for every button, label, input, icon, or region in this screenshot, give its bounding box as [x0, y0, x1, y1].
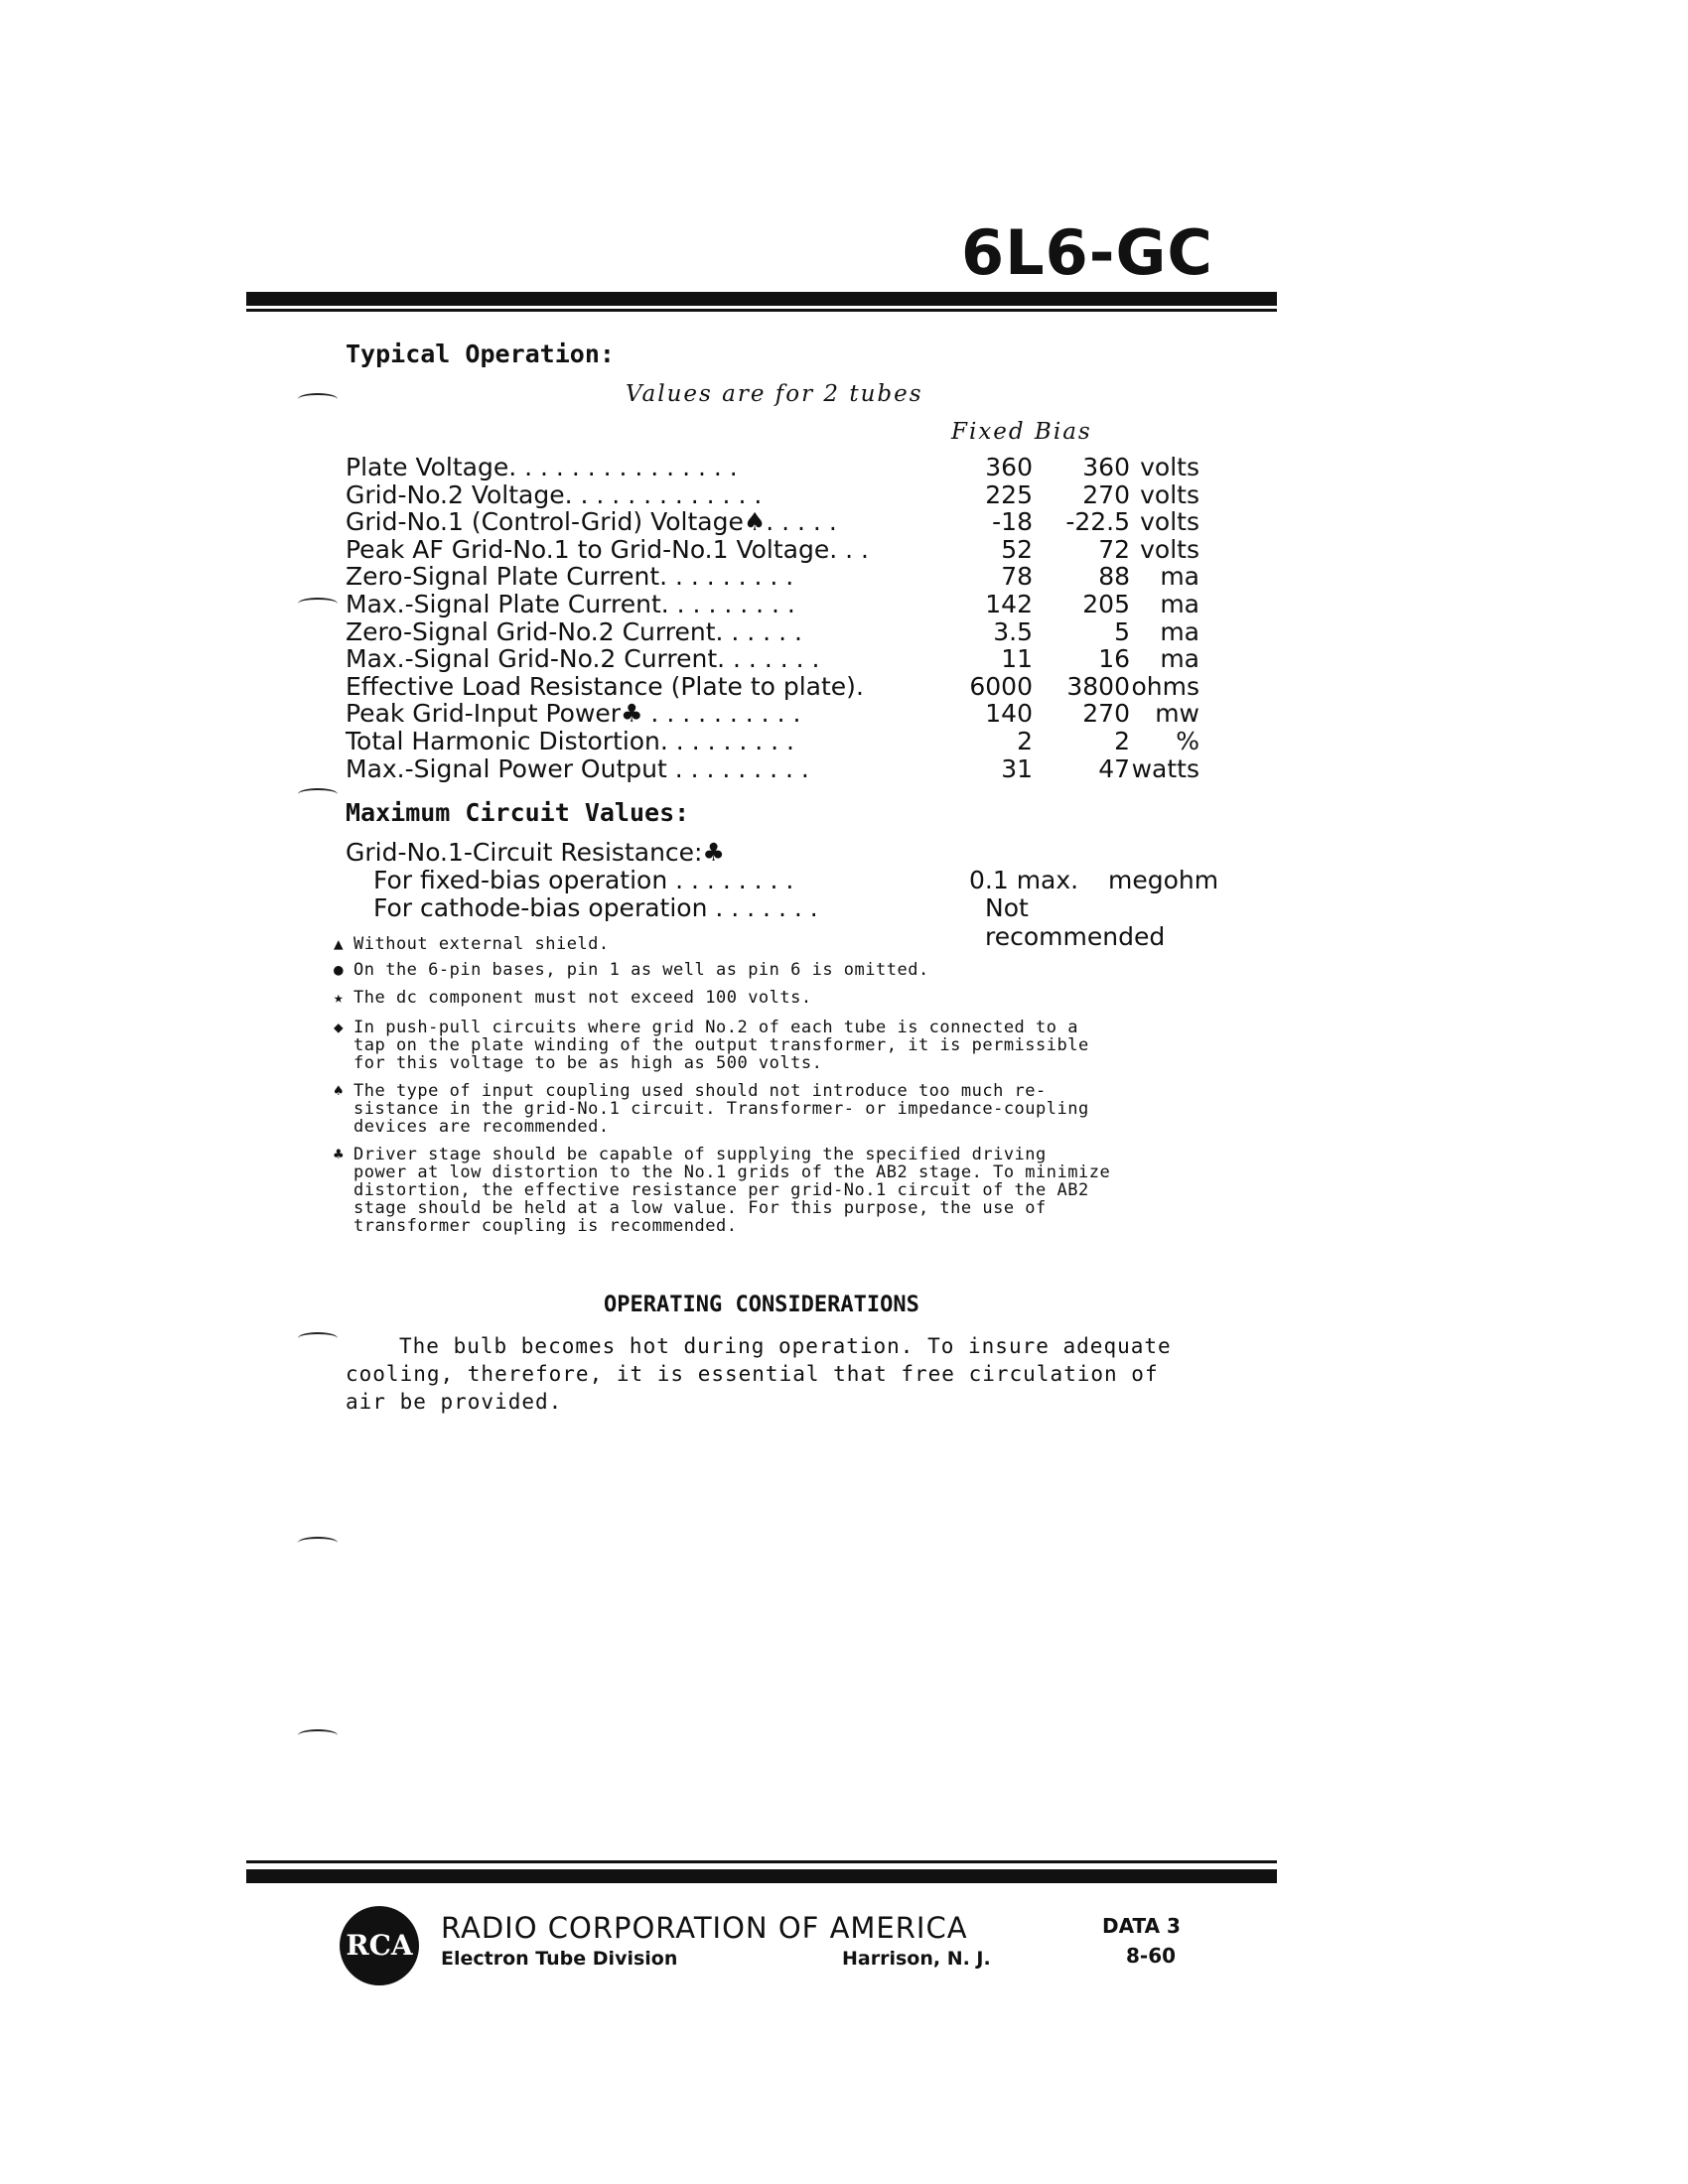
typical-row-value-2: 5	[1114, 616, 1130, 646]
footnote-line: In push-pull circuits where grid No.2 of each tube is connected to a	[353, 1018, 1078, 1037]
typical-row-value-2: 16	[1098, 644, 1130, 674]
fixed-bias-resistance-row	[346, 866, 1219, 894]
footnote-symbol-icon: ◆	[334, 1018, 345, 1036]
footnote	[334, 934, 1197, 954]
typical-row	[346, 727, 1199, 754]
typical-row-value-1: 360	[985, 453, 1033, 481]
footnote	[334, 960, 1197, 980]
typical-row-label: Max.-Signal Power Output . . . . . . . . .	[346, 753, 809, 783]
rca-logo: RCA	[340, 1906, 419, 1985]
location: Harrison, N. J.	[842, 1948, 991, 1970]
footnote	[334, 988, 1197, 1008]
operating-line: cooling, therefore, it is essential that free circulation of	[346, 1362, 1159, 1386]
grid-resistance-label: Grid-No.1-Circuit Resistance:♣	[346, 838, 725, 867]
typical-row	[346, 672, 1199, 700]
typical-row-value-2: 2	[1114, 727, 1130, 755]
typical-row-unit: volts	[1140, 507, 1199, 537]
typical-row-unit: volts	[1140, 534, 1199, 564]
typical-row-value-2: -22.5	[1065, 507, 1130, 537]
operating-considerations-heading: OPERATING CONSIDERATIONS	[604, 1293, 919, 1317]
typical-row-value-1: 52	[1001, 534, 1033, 564]
typical-row-unit: volts	[1140, 479, 1199, 509]
typical-row-value-2: 270	[1082, 479, 1130, 509]
typical-row-value-2: 270	[1082, 699, 1130, 729]
data-sheet-number: DATA 3	[1102, 1914, 1181, 1938]
footer-rule-thin	[246, 1860, 1277, 1863]
typical-row-label: Grid-No.2 Voltage. . . . . . . . . . . . .	[346, 479, 763, 509]
typical-row	[346, 562, 1199, 590]
typical-row	[346, 480, 1199, 508]
footnote	[334, 1145, 1197, 1236]
company-name: RADIO CORPORATION OF AMERICA	[441, 1911, 968, 1945]
footnote-line: transformer coupling is recommended.	[353, 1216, 738, 1236]
margin-tick	[298, 1537, 338, 1549]
typical-row-value-2: 47	[1098, 753, 1130, 783]
typical-row-value-1: 6000	[969, 671, 1033, 701]
tube-model-title: 6L6-GC	[961, 216, 1213, 289]
fixed-bias-value: 0.1 max.	[969, 866, 1079, 894]
footnote-symbol-icon: ★	[334, 988, 345, 1007]
typical-row-label: Total Harmonic Distortion. . . . . . . . .	[346, 727, 795, 755]
typical-row-value-2: 360	[1082, 453, 1130, 481]
footnote-line: distortion, the effective resistance per grid-No.1 circuit of the AB2	[353, 1180, 1089, 1200]
maximum-circuit-values-heading: Maximum Circuit Values:	[346, 798, 690, 827]
typical-row-value-1: 225	[985, 479, 1033, 509]
typical-row-value-1: 2	[1017, 727, 1033, 755]
typical-row-value-2: 205	[1082, 590, 1130, 618]
typical-row-label: Effective Load Resistance (Plate to plate).	[346, 671, 864, 701]
typical-row-value-1: 140	[985, 699, 1033, 729]
cathode-bias-value: Not recommended	[985, 893, 1166, 951]
typical-row-unit: ma	[1160, 616, 1199, 646]
footnote-symbol-icon: ▲	[334, 934, 345, 953]
footer-rule-thick	[246, 1869, 1277, 1883]
operating-line: air be provided.	[346, 1390, 563, 1414]
header-rule-thin	[246, 309, 1277, 312]
typical-row-unit: volts	[1140, 453, 1199, 481]
footnote-line: Driver stage should be capable of supplying the specified driving	[353, 1145, 1047, 1164]
typical-row	[346, 453, 1199, 480]
typical-row-value-1: -18	[992, 507, 1033, 537]
typical-row-value-2: 3800	[1066, 671, 1130, 701]
typical-row	[346, 617, 1199, 645]
typical-row-label: Plate Voltage. . . . . . . . . . . . . . .	[346, 453, 738, 481]
typical-row	[346, 699, 1199, 727]
typical-row-value-1: 31	[1001, 753, 1033, 783]
cathode-bias-label: For cathode-bias operation . . . . . . .	[373, 893, 818, 922]
fixed-bias-column-header: Fixed Bias	[951, 419, 1092, 445]
typical-operation-subheading: Values are for 2 tubes	[626, 381, 923, 407]
typical-row-label: Zero-Signal Grid-No.2 Current. . . . . .	[346, 616, 802, 646]
typical-row-value-2: 72	[1098, 534, 1130, 564]
operating-line: The bulb becomes hot during operation. To insure adequate	[399, 1334, 1172, 1358]
footnote-line: The type of input coupling used should not introduce too much re-	[353, 1081, 1047, 1101]
typical-row-label: Peak AF Grid-No.1 to Grid-No.1 Voltage. . .	[346, 534, 869, 564]
footnote-line: The dc component must not exceed 100 volts.	[353, 988, 812, 1008]
footnote	[334, 1081, 1197, 1137]
margin-tick	[298, 788, 338, 800]
typical-row	[346, 644, 1199, 672]
typical-row	[346, 507, 1199, 535]
typical-row-unit: mw	[1155, 699, 1199, 729]
data-sheet-date: 8-60	[1126, 1944, 1177, 1968]
typical-operation-heading: Typical Operation:	[346, 340, 615, 368]
footnote-line: tap on the plate winding of the output transformer, it is permissible	[353, 1035, 1089, 1055]
fixed-bias-unit: megohm	[1108, 866, 1219, 894]
typical-row-value-1: 142	[985, 590, 1033, 618]
fixed-bias-label: For fixed-bias operation . . . . . . . .	[373, 866, 794, 894]
typical-row-unit: ohms	[1131, 671, 1199, 701]
footnote-line: Without external shield.	[353, 934, 610, 954]
footnote-symbol-icon: ♣	[334, 1145, 345, 1163]
footnote-line: stage should be held at a low value. For this purpose, the use of	[353, 1198, 1047, 1218]
typical-row-value-2: 88	[1098, 562, 1130, 592]
grid-resistance-row	[346, 838, 1199, 866]
footnote-line: devices are recommended.	[353, 1117, 610, 1137]
typical-row	[346, 754, 1199, 782]
footnote	[334, 1018, 1197, 1073]
footnote-line: power at low distortion to the No.1 grids of the AB2 stage. To minimize	[353, 1162, 1111, 1182]
typical-row-value-1: 78	[1001, 562, 1033, 592]
typical-row-label: Grid-No.1 (Control-Grid) Voltage♠. . . . .	[346, 507, 837, 537]
footnote-symbol-icon: ♠	[334, 1081, 345, 1100]
margin-tick	[298, 393, 338, 405]
typical-row-value-1: 3.5	[993, 616, 1033, 646]
typical-row-unit: %	[1176, 727, 1199, 755]
typical-row-unit: ma	[1160, 590, 1199, 618]
margin-tick	[298, 598, 338, 610]
footnote-line: On the 6-pin bases, pin 1 as well as pin 6 is omitted.	[353, 960, 929, 980]
typical-row-unit: ma	[1160, 644, 1199, 674]
typical-row	[346, 590, 1199, 617]
margin-tick	[298, 1332, 338, 1344]
typical-row-unit: ma	[1160, 562, 1199, 592]
division-name: Electron Tube Division	[441, 1948, 678, 1970]
typical-row-label: Max.-Signal Grid-No.2 Current. . . . . . .	[346, 644, 820, 674]
footnote-symbol-icon: ●	[334, 960, 345, 979]
typical-row-label: Zero-Signal Plate Current. . . . . . . . .	[346, 562, 794, 592]
footnote-line: sistance in the grid-No.1 circuit. Transformer- or impedance-coupling	[353, 1099, 1089, 1119]
typical-row	[346, 535, 1199, 563]
typical-row-value-1: 11	[1001, 644, 1033, 674]
margin-tick	[298, 1729, 338, 1741]
header-rule-thick	[246, 292, 1277, 306]
operating-considerations-text	[346, 1332, 1199, 1416]
typical-row-unit: watts	[1131, 753, 1199, 783]
footnote-line: for this voltage to be as high as 500 volts.	[353, 1053, 823, 1073]
typical-row-label: Max.-Signal Plate Current. . . . . . . . .	[346, 590, 795, 618]
typical-row-label: Peak Grid-Input Power♣ . . . . . . . . . .	[346, 699, 801, 729]
